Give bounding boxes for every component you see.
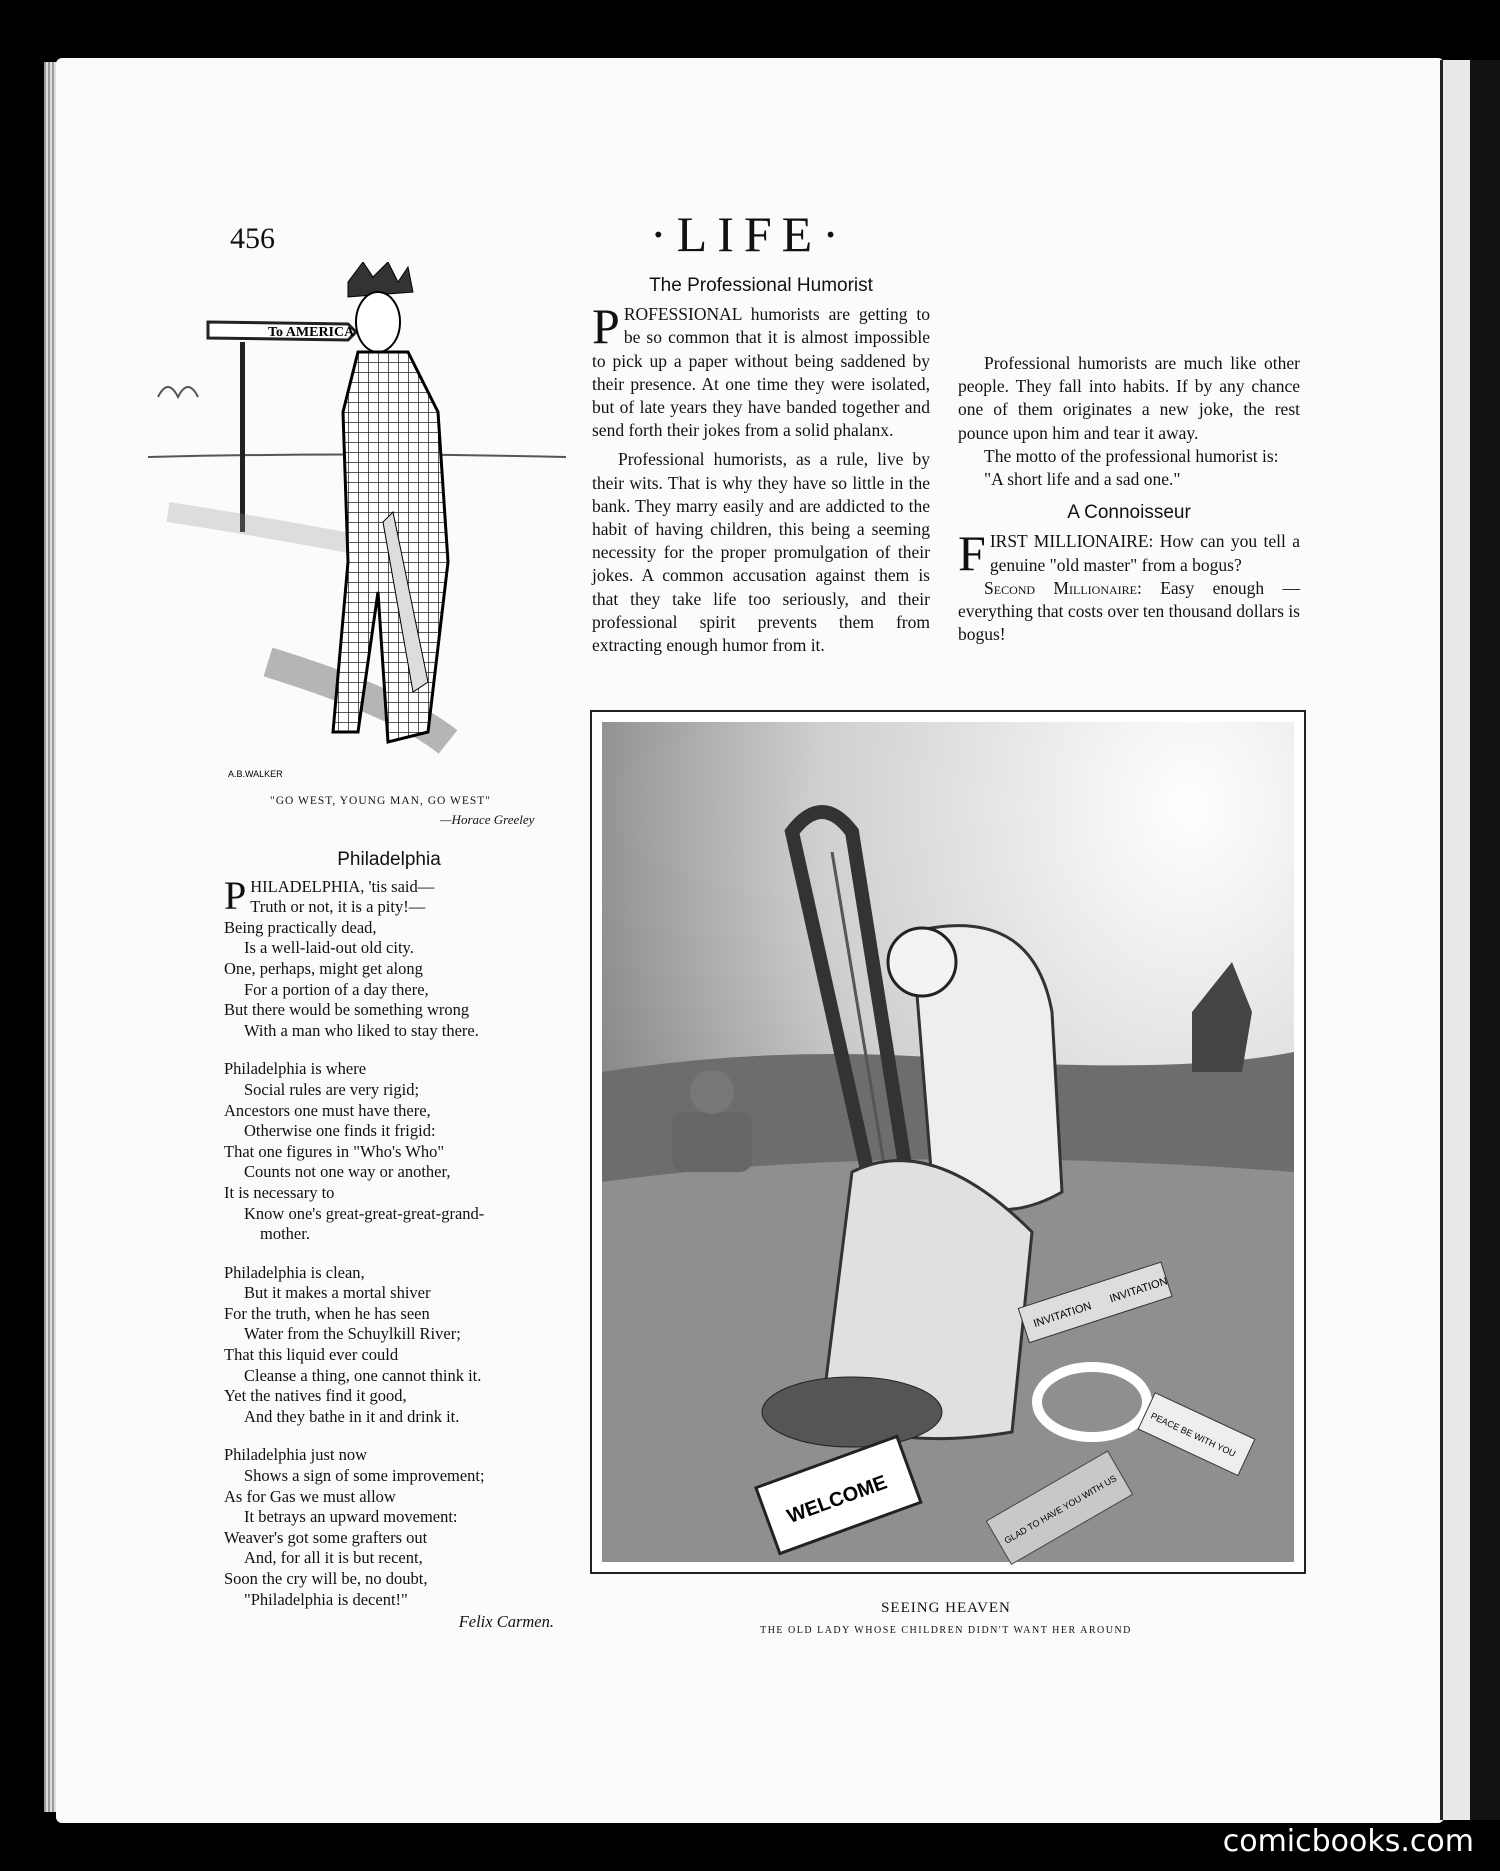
poem-philadelphia	[224, 850, 554, 1633]
article-title: The Professional Humorist	[649, 275, 873, 296]
poem-stanza	[224, 1445, 554, 1610]
poem-line: But there would be something wrong	[224, 1000, 470, 1020]
artist-signature: A.B.WALKER	[228, 769, 283, 779]
next-page-edge	[1440, 60, 1471, 1820]
invitation-card-label: INVITATION	[1108, 1275, 1170, 1306]
poem-line: Cleanse a thing, one cannot think it.	[244, 1365, 482, 1385]
article-title: A Connoisseur	[1067, 502, 1191, 524]
poem-line: Being practically dead,	[224, 917, 377, 937]
poem-author: Felix Carmen.	[458, 1612, 554, 1632]
article-paragraph: Professional humorists, as a rule, live by their wits. That is why they have so little in the bank. They marry easily and are addicted to the habit of having children, this being a seeming necessity for the proper promulgation of their jokes. A common accusation against them is that they take life too seriously, and their professional spirit prevents them from extracting enough humor from it.	[592, 449, 930, 656]
poem-first-line: PHILADELPHIA, 'tis said—	[224, 872, 435, 918]
poem-stanza	[224, 1059, 554, 1244]
cartoon-illustration	[592, 712, 1304, 1572]
article-paragraph: Easy enough —everything that costs over ten thousand dollars is bogus!	[958, 577, 1300, 645]
poem-line: Is a well-laid-out old city.	[244, 938, 414, 958]
peace-card-label: PEACE BE WITH YOU	[1149, 1410, 1238, 1459]
poem-stanza	[224, 872, 554, 1042]
poem-line: As for Gas we must allow	[224, 1486, 396, 1506]
poem-line: mother.	[260, 1224, 310, 1244]
poem-line: And they bathe in it and drink it.	[244, 1406, 460, 1426]
article-paragraph: The motto of the professional humorist is:	[984, 445, 1279, 466]
site-watermark: comicbooks.com	[1222, 1824, 1474, 1859]
poem-line: Philadelphia just now	[224, 1445, 367, 1465]
poem-line: "Philadelphia is decent!"	[244, 1589, 408, 1609]
poem-stanza	[224, 1263, 554, 1428]
poem-title: Philadelphia	[337, 849, 441, 870]
poem-line: And, for all it is but recent,	[244, 1548, 423, 1568]
poem-line: Social rules are very rigid;	[244, 1079, 420, 1099]
cartoon-attribution: —Horace Greeley	[440, 812, 535, 827]
page-number: 456	[230, 222, 275, 255]
poem-line: Ancestors one must have there,	[224, 1100, 431, 1120]
poem-line: Soon the cry will be, no doubt,	[224, 1569, 428, 1588]
speaker-label: Second Millionaire:	[984, 577, 1142, 598]
seeing-heaven-cartoon	[590, 710, 1306, 1574]
masthead-life: ·LIFE·	[650, 206, 849, 262]
poem-line: For a portion of a day there,	[244, 979, 429, 999]
article-paragraph: IRST MILLIONAIRE: How can you tell a genuine "old master" from a bogus?	[989, 531, 1300, 575]
glad-card-label: GLAD TO HAVE YOU WITH US	[1002, 1473, 1119, 1546]
poem-line: Counts not one way or another,	[244, 1162, 451, 1182]
poem-line: Philadelphia is where	[224, 1059, 367, 1079]
sign-text: To AMERICA	[268, 325, 355, 340]
poem-line: That this liquid ever could	[224, 1345, 399, 1365]
article-column-2	[958, 274, 1300, 646]
poem-line: Know one's great-great-great-grand-	[244, 1203, 485, 1223]
poem-line: But it makes a mortal shiver	[244, 1283, 431, 1303]
poem-line: That one figures in "Who's Who"	[224, 1141, 445, 1161]
article-dropcap: P	[592, 298, 620, 355]
cartoon-subtitle: THE OLD LADY WHOSE CHILDREN DIDN'T WANT HER AROUND	[760, 1625, 1132, 1636]
poem-line: It betrays an upward movement:	[244, 1507, 458, 1527]
poem-line: One, perhaps, might get along	[224, 958, 423, 978]
poem-line: Water from the Schuylkill River;	[244, 1324, 461, 1344]
poem-line: For the truth, when he has seen	[224, 1303, 430, 1323]
dark-margin	[1470, 60, 1500, 1820]
go-west-cartoon	[148, 262, 566, 782]
poem-line: Truth or not, it is a pity!—	[250, 897, 426, 917]
poem-line: Yet the natives find it good,	[224, 1386, 407, 1406]
article-professional-humorist	[592, 274, 930, 657]
article-dropcap: F	[958, 525, 986, 582]
poem-line: Philadelphia is clean,	[224, 1262, 365, 1282]
poem-line: Weaver's got some grafters out	[224, 1527, 428, 1547]
article-motto: "A short life and a sad one."	[984, 469, 1181, 490]
poem-line: It is necessary to	[224, 1182, 335, 1202]
article-paragraph: Professional humorists are much like other people. They fall into habits. If by any chance one of them originates a new joke, the rest pounce upon him and tear it away.	[958, 353, 1300, 443]
invitation-card-label: INVITATION	[1032, 1300, 1093, 1331]
poem-line: With a man who liked to stay there.	[244, 1020, 479, 1040]
cartoon-caption: "GO WEST, YOUNG MAN, GO WEST"	[270, 795, 491, 807]
poem-line: Otherwise one finds it frigid:	[244, 1121, 436, 1141]
welcome-mat-label: WELCOME	[784, 1471, 890, 1528]
cartoon-title: SEEING HEAVEN	[881, 1600, 1011, 1616]
poem-dropcap: P	[224, 872, 247, 918]
poem-line: Shows a sign of some improvement;	[244, 1466, 485, 1486]
article-paragraph: ROFESSIONAL humorists are getting to be so common that it is almost impossible to pick up a paper without being saddened by their presence. At one time they were isolated, but of late years they have banded together and send forth their jokes from a solid phalanx.	[592, 304, 930, 441]
